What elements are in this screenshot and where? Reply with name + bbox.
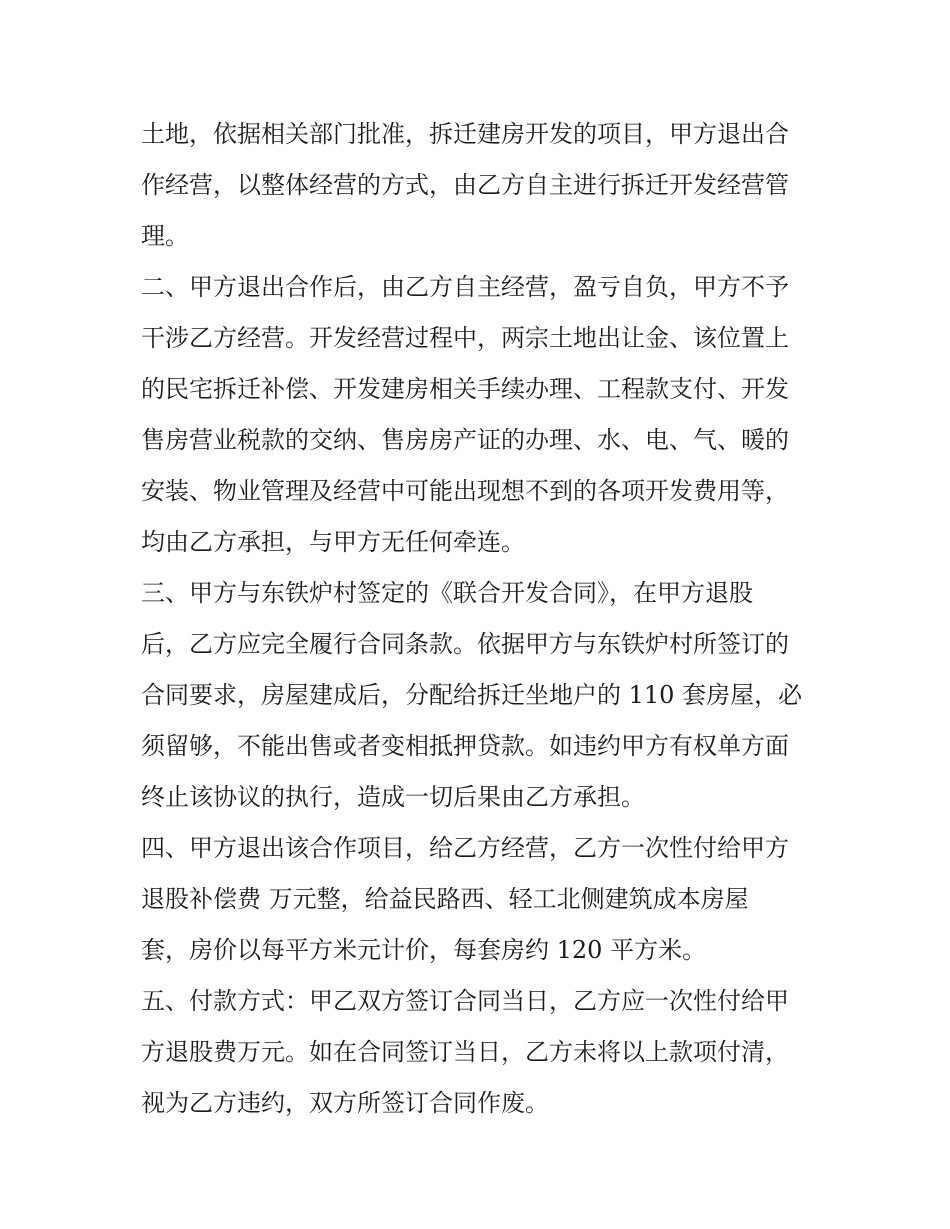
clause-3-line-1: 三、甲方与东铁炉村签定的《联合开发合同》，在甲方退股: [141, 579, 753, 607]
clause-5-line-2: 方退股费万元。如在合同签订当日，乙方未将以上款项付清，: [141, 1038, 789, 1066]
text-line-2: 作经营，以整体经营的方式，由乙方自主进行拆迁开发经营管: [141, 171, 789, 199]
clause-2-line-5: 安装、物业管理及经营中可能出现想不到的各项开发费用等，: [141, 477, 789, 505]
clause-5-line-1: 五、付款方式：甲乙双方签订合同当日，乙方应一次性付给甲: [141, 987, 789, 1015]
clause-2-line-6: 均由乙方承担，与甲方无任何牵连。: [141, 528, 525, 556]
clause-5-line-3: 视为乙方违约，双方所签订合同作废。: [141, 1089, 549, 1117]
clause-3-line-3: 合同要求，房屋建成后，分配给拆迁坐地户的 110 套房屋，必: [141, 681, 803, 709]
clause-4-line-2: 退股补偿费 万元整，给益民路西、轻工北侧建筑成本房屋: [141, 885, 749, 913]
clause-2-line-3: 的民宅拆迁补偿、开发建房相关手续办理、工程款支付、开发: [141, 375, 789, 403]
text-line-1: 土地，依据相关部门批准，拆迁建房开发的项目，甲方退出合: [141, 120, 789, 148]
clause-2-line-4: 售房营业税款的交纳、售房房产证的办理、水、电、气、暖的: [141, 426, 789, 454]
clause-4-line-1: 四、甲方退出该合作项目，给乙方经营，乙方一次性付给甲方: [141, 834, 789, 862]
clause-3-line-5: 终止该协议的执行，造成一切后果由乙方承担。: [141, 783, 645, 811]
clause-3-line-4: 须留够，不能出售或者变相抵押贷款。如违约甲方有权单方面: [141, 732, 789, 760]
clause-3-line-2: 后，乙方应完全履行合同条款。依据甲方与东铁炉村所签订的: [141, 630, 789, 658]
text-line-3: 理。: [141, 222, 189, 250]
clause-2-line-2: 干涉乙方经营。开发经营过程中，两宗土地出让金、该位置上: [141, 324, 789, 352]
document-body: [141, 109, 821, 1129]
clause-2-line-1: 二、甲方退出合作后，由乙方自主经营，盈亏自负，甲方不予: [141, 273, 789, 301]
clause-4-line-3: 套，房价以每平方米元计价，每套房约 120 平方米。: [141, 936, 707, 964]
